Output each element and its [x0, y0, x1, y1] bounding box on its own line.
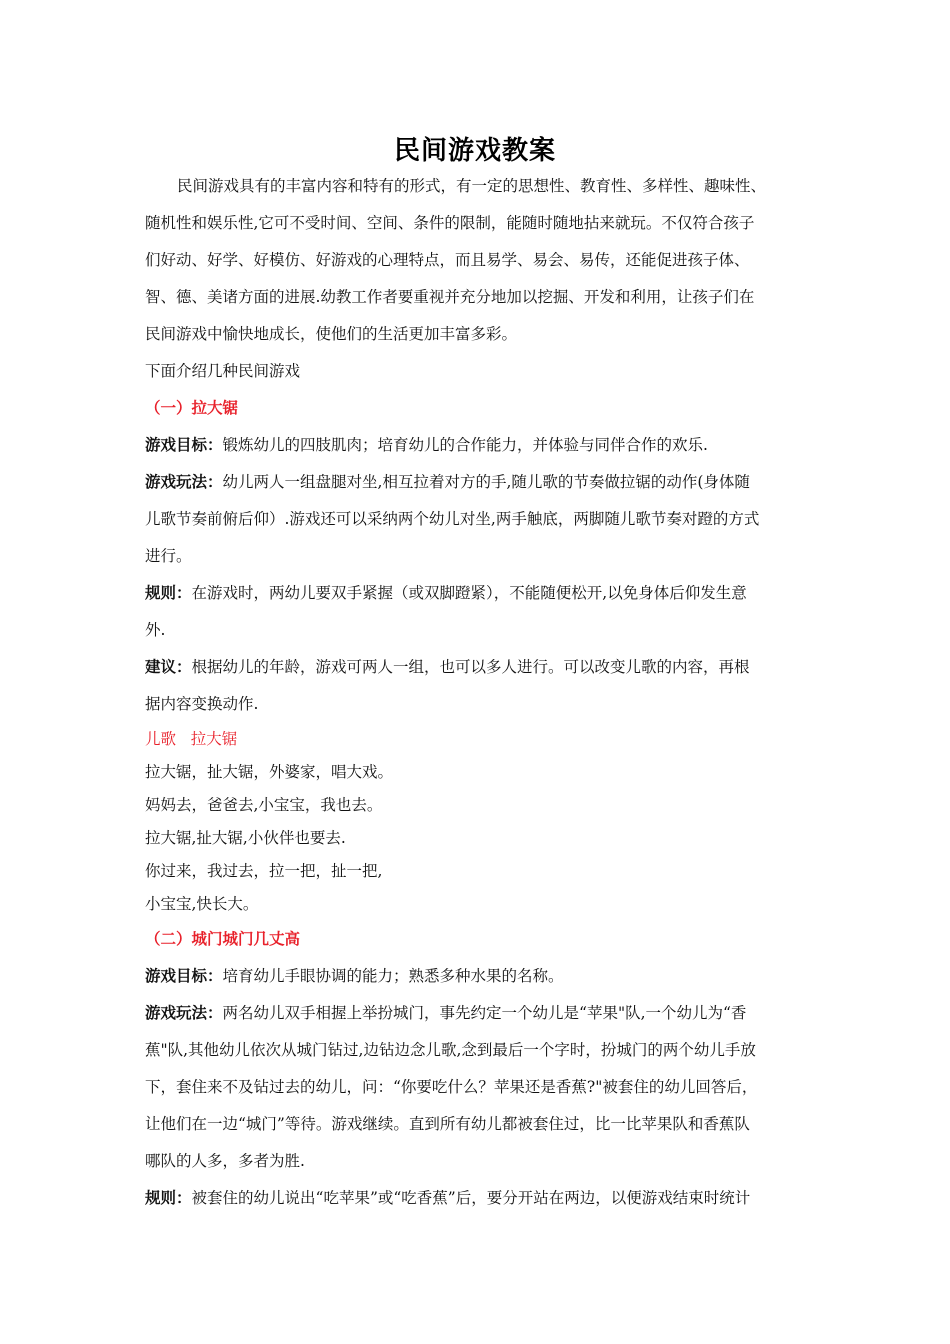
play-text: 幼儿两人一组盘腿对坐,相互拉着对方的手,随儿歌的节奏做拉锯的动作(身体随 — [222, 473, 750, 491]
song-line: 拉大锯，扯大锯，外婆家，唱大戏。 — [145, 763, 394, 781]
goal-label: 游戏目标： — [145, 967, 223, 985]
goal-text: 锻炼幼儿的四肢肌肉；培育幼儿的合作能力，并体验与同伴合作的欢乐. — [222, 436, 708, 454]
play-text-line: 儿歌节奏前俯后仰）.游戏还可以采纳两个幼儿对坐,两手触底，两脚随儿歌节奏对蹬的方式 — [145, 510, 760, 528]
play-text-line: 进行。 — [145, 547, 192, 565]
song-title: 儿歌 拉大锯 — [145, 730, 238, 748]
intro-line: 智、德、美诸方面的进展.幼教工作者要重视并充分地加以挖掘、开发和利用，让孩子们在 — [145, 288, 755, 306]
section1-play — [145, 464, 813, 501]
rule-text: 在游戏时，两幼儿要双手紧握（或双脚蹬紧），不能随便松开,以免身体后仰发生意 — [191, 584, 747, 602]
document-body — [145, 168, 813, 1217]
section1-goal — [145, 427, 813, 464]
advice-label: 建议： — [145, 658, 192, 676]
section-heading-2: （二）城门城门几丈高 — [145, 930, 301, 948]
goal-label: 游戏目标： — [145, 436, 223, 454]
play-text: 两名幼儿双手相握上举扮城门，事先约定一个幼儿是“苹果"队,一个幼儿为“香 — [222, 1004, 747, 1022]
song-line: 你过来，我过去，拉一把，扯一把, — [145, 862, 383, 880]
intro-line: 民间游戏中愉快地成长，使他们的生活更加丰富多彩。 — [145, 325, 518, 343]
section2-play — [145, 995, 813, 1032]
section-heading-1: （一）拉大锯 — [145, 399, 239, 417]
advice-text-line: 据内容变换动作. — [145, 695, 259, 713]
play-label: 游戏玩法： — [145, 473, 223, 491]
intro-line: 们好动、好学、好模仿、好游戏的心理特点，而且易学、易会、易传，还能促进孩子体、 — [145, 251, 750, 269]
section1-rule — [145, 575, 813, 612]
intro-line: 随机性和娱乐性,它可不受时间、空间、条件的限制，能随时随地拈来就玩。不仅符合孩子 — [145, 214, 755, 232]
advice-text: 根据幼儿的年龄，游戏可两人一组，也可以多人进行。可以改变儿歌的内容，再根 — [191, 658, 750, 676]
section2-rule — [145, 1180, 813, 1217]
play-text-line: 让他们在一边“城门”等待。游戏继续。直到所有幼儿都被套住过，比一比苹果队和香蕉队 — [145, 1115, 750, 1133]
song-line: 拉大锯,扯大锯,小伙伴也要去. — [145, 829, 346, 847]
intro-line: 民间游戏具有的丰富内容和特有的形式，有一定的思想性、教育性、多样性、趣味性、 — [177, 177, 767, 195]
rule-label: 规则： — [145, 1189, 192, 1207]
rule-label: 规则： — [145, 584, 192, 602]
play-text-line: 蕉"队,其他幼儿依次从城门钻过,边钻边念儿歌,念到最后一个字时，扮城门的两个幼儿手放 — [145, 1041, 756, 1059]
lead-line: 下面介绍几种民间游戏 — [145, 362, 301, 380]
play-text-line: 下，套住来不及钻过去的幼儿，问：“你要吃什么？苹果还是香蕉?"被套住的幼儿回答后， — [145, 1078, 758, 1096]
section2-goal — [145, 958, 813, 995]
song-line: 妈妈去，爸爸去,小宝宝，我也去。 — [145, 796, 383, 814]
song-line: 小宝宝,快长大。 — [145, 895, 259, 913]
play-label: 游戏玩法： — [145, 1004, 223, 1022]
rule-text: 被套住的幼儿说出“吃苹果”或“吃香蕉”后，要分开站在两边，以便游戏结束时统计 — [191, 1189, 751, 1207]
rule-text-line: 外. — [145, 621, 166, 639]
play-text-line: 哪队的人多，多者为胜. — [145, 1152, 305, 1170]
page-title: 民间游戏教案 — [393, 136, 556, 166]
goal-text: 培育幼儿手眼协调的能力；熟悉多种水果的名称。 — [222, 967, 564, 985]
section1-advice — [145, 649, 813, 686]
